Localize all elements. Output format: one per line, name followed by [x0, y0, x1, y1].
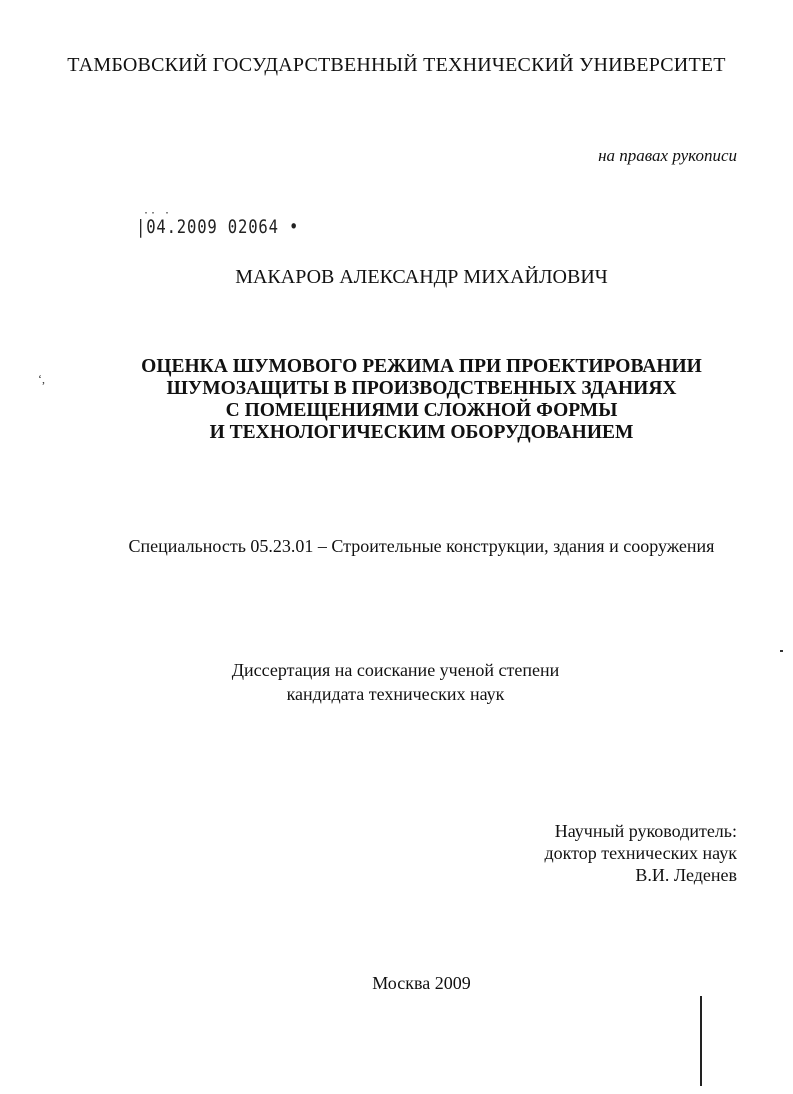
title-line-4: И ТЕХНОЛОГИЧЕСКИМ ОБОРУДОВАНИЕМ [209, 422, 634, 443]
author-name: МАКАРОВ АЛЕКСАНДР МИХАЙЛОВИЧ [235, 266, 608, 288]
degree-line-2: кандидата технических наук [286, 684, 505, 704]
stamp-number-text: 04.2009 02064 [146, 216, 279, 238]
scan-edge-line [700, 996, 702, 1086]
stamp-dots-decoration: ·· · [143, 208, 172, 219]
scan-mark-left-icon: ʻ, [38, 372, 45, 386]
stamp-dot-icon: • [278, 216, 300, 238]
specialty-line: Специальность 05.23.01 – Строительные конструкции, здания и сооружения [128, 536, 715, 556]
supervisor-block [545, 820, 738, 886]
supervisor-name: В.И. Леденев [635, 865, 737, 885]
archive-stamp-number [136, 216, 299, 238]
title-line-3: С ПОМЕЩЕНИЯМИ СЛОЖНОЙ ФОРМЫ [225, 400, 618, 421]
dissertation-title [0, 356, 793, 444]
title-line-1: ОЦЕНКА ШУМОВОГО РЕЖИМА ПРИ ПРОЕКТИРОВАНИИ [141, 356, 702, 377]
university-name: ТАМБОВСКИЙ ГОСУДАРСТВЕННЫЙ ТЕХНИЧЕСКИЙ УНИВЕРСИТЕТ [67, 54, 726, 76]
stamp-bar-icon: | [136, 216, 147, 238]
city-year: Москва 2009 [372, 973, 471, 993]
degree-block [0, 658, 791, 706]
title-line-2: ШУМОЗАЩИТЫ В ПРОИЗВОДСТВЕННЫХ ЗДАНИЯХ [166, 378, 677, 399]
scan-edge-tick [780, 650, 783, 652]
rights-note: на правах рукописи [598, 146, 737, 165]
supervisor-label: Научный руководитель: [554, 821, 737, 841]
supervisor-degree: доктор технических наук [544, 843, 737, 863]
degree-line-1: Диссертация на соискание ученой степени [231, 660, 560, 680]
